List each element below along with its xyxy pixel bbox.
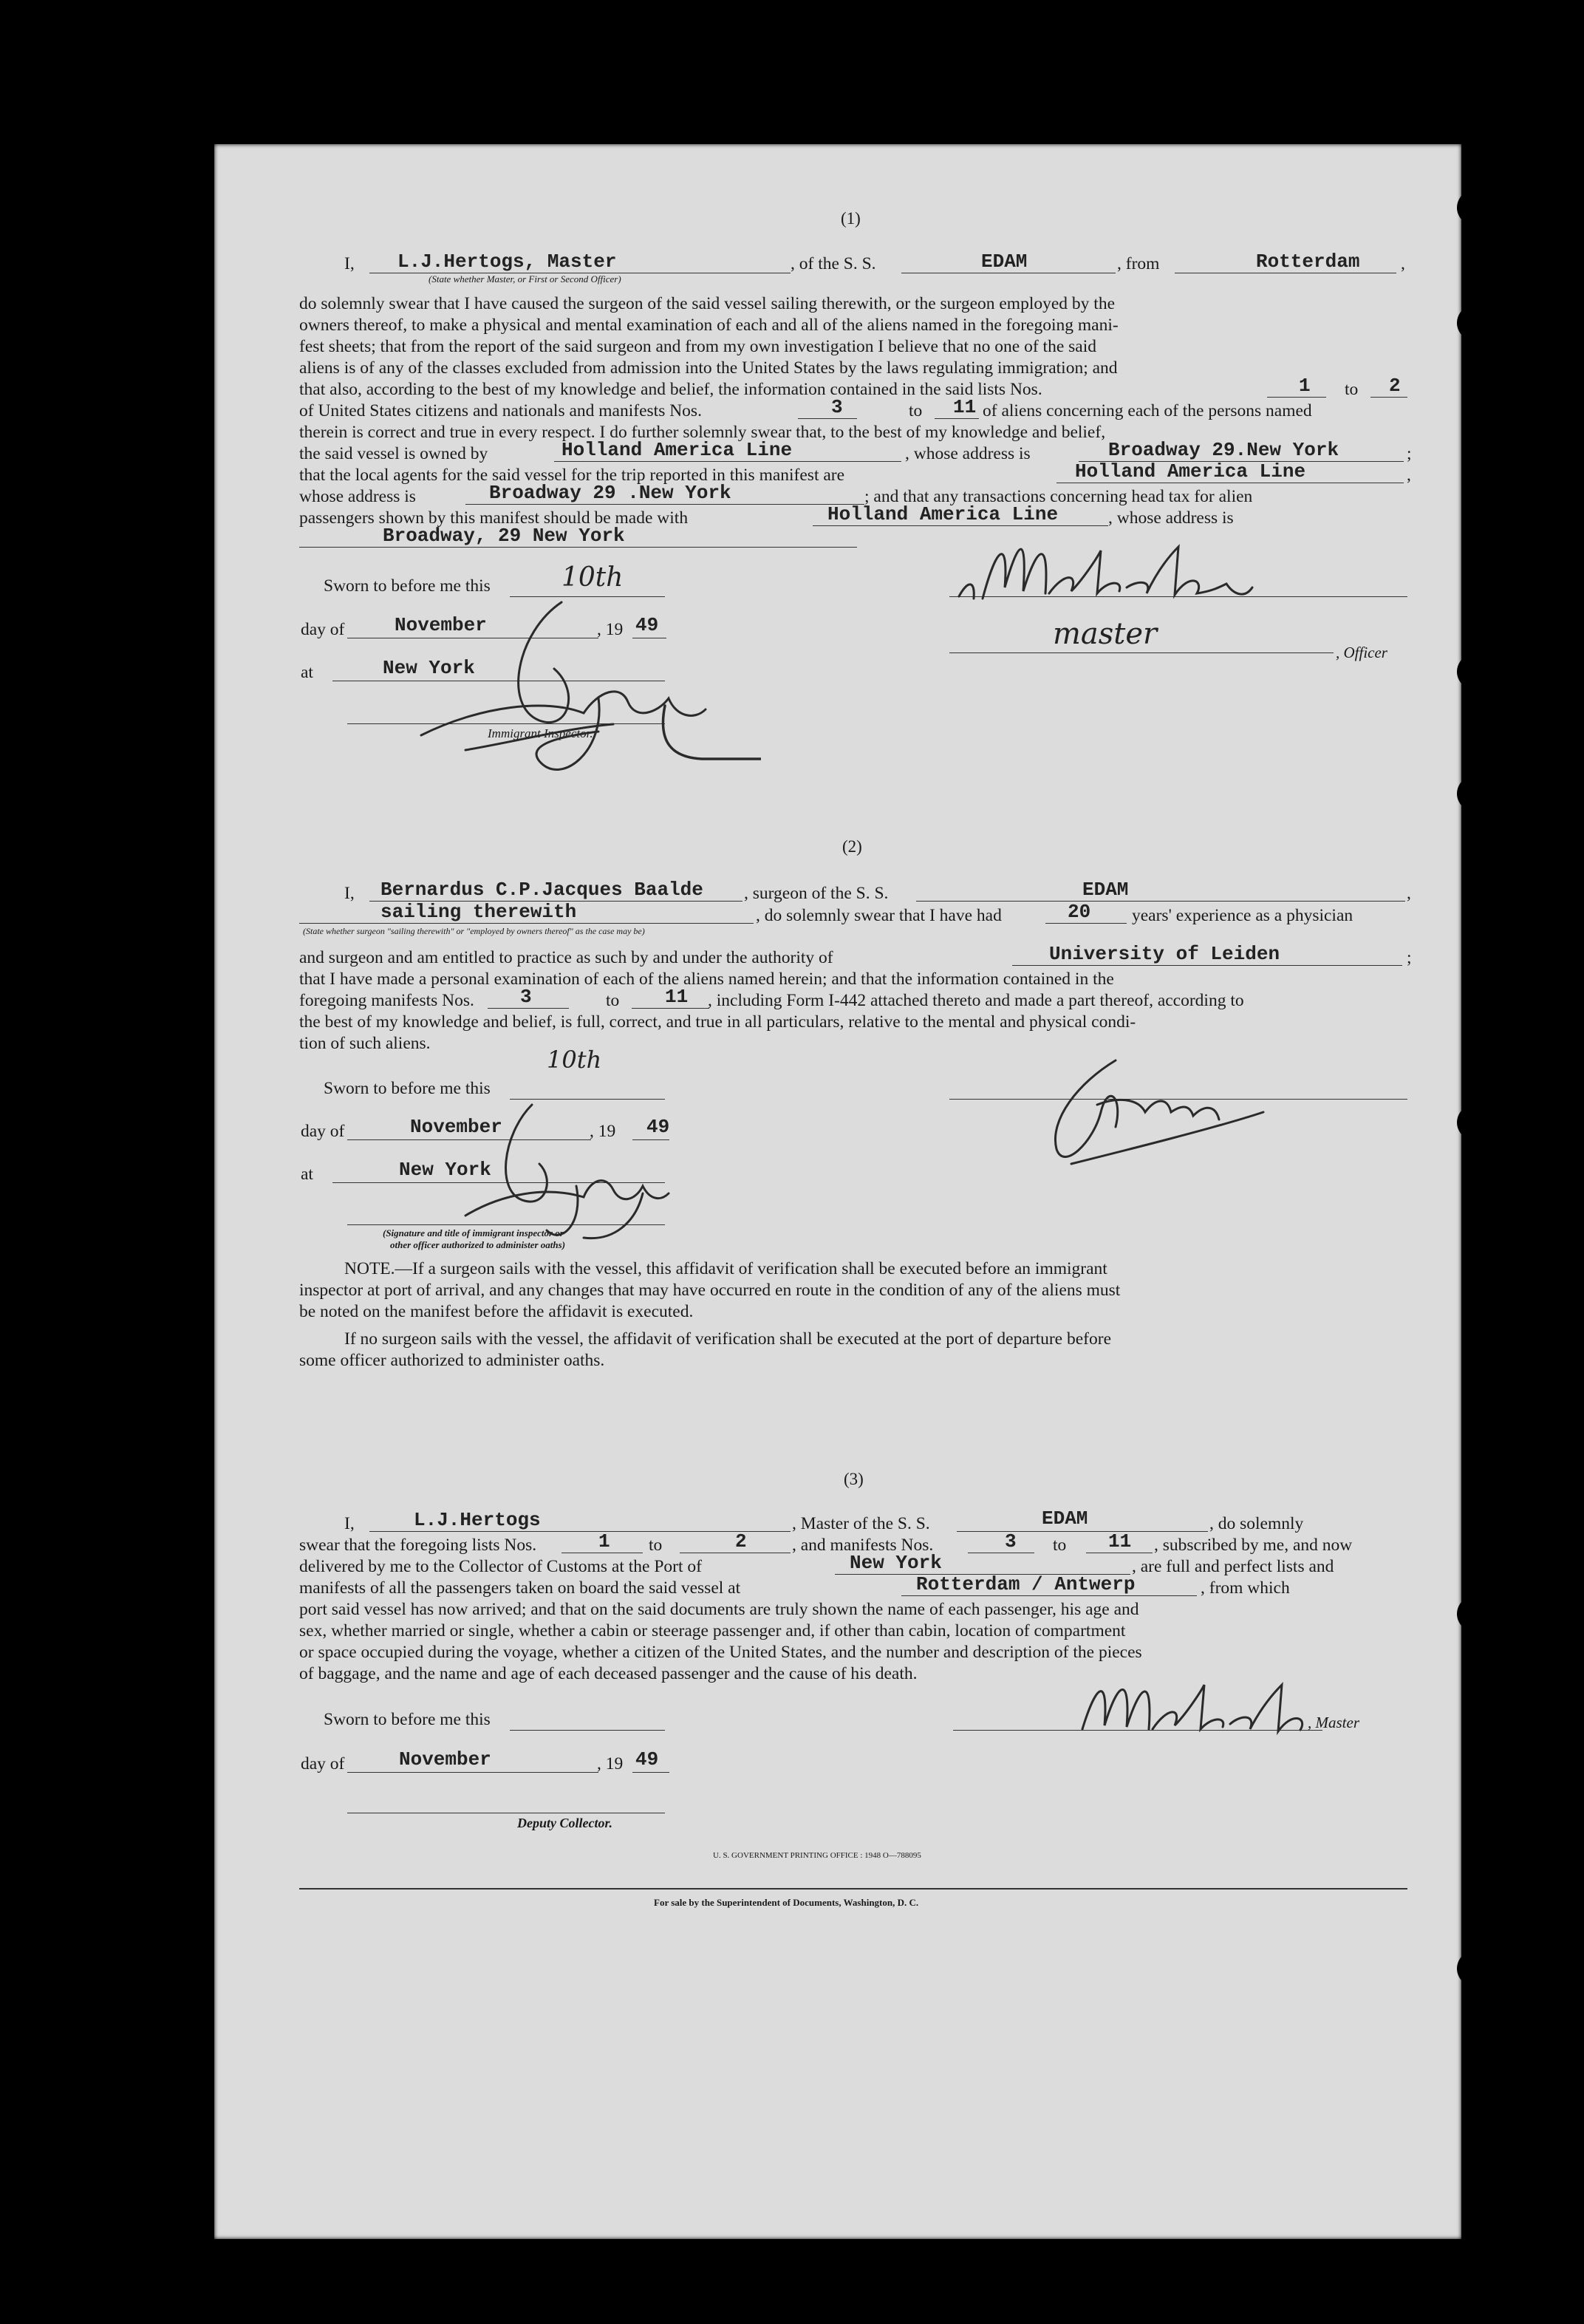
s3-ship: EDAM <box>1042 1507 1088 1530</box>
punch-hole <box>1457 190 1492 225</box>
s3-line2: swear that the foregoing lists Nos. <box>299 1536 537 1555</box>
s1-comma-2: , <box>1407 466 1411 485</box>
s2-ship-line <box>916 901 1405 902</box>
s2-to: to <box>606 991 620 1010</box>
s1-port: Rotterdam <box>1256 251 1360 273</box>
punch-hole <box>1457 1596 1492 1632</box>
s2-years-line <box>1045 923 1127 924</box>
s3-month-line <box>347 1772 598 1773</box>
s1-day-of: day of <box>301 620 345 639</box>
s1-year-prefix: , 19 <box>597 620 624 639</box>
s1-manifests-to-line <box>935 418 979 419</box>
s1-body-3: fest sheets; that from the report of the said surgeon and from my own investigation I believe that no one of the said <box>299 337 1096 356</box>
s1-lists-to-line <box>1370 397 1407 398</box>
s1-line11: passengers shown by this manifest should be made with <box>299 508 689 528</box>
s2-line6: the best of my knowledge and belief, is full, correct, and true in all particulars, relative to the mental and physical condi- <box>299 1012 1136 1032</box>
punch-hole <box>1457 654 1492 689</box>
s3-sworn-line <box>510 1730 665 1731</box>
s1-comma: , <box>1401 254 1405 273</box>
s1-at: at <box>301 663 313 682</box>
s1-master-handwritten: master <box>1053 617 1158 651</box>
s1-body-4: aliens is of any of the classes excluded from admission into the United States by the laws regulating immigration; and <box>299 358 1118 378</box>
footer-rule <box>299 1888 1407 1889</box>
s2-line5-post: , including Form I-442 attached thereto and made a part thereof, according to <box>708 991 1244 1010</box>
s3-port: New York <box>850 1552 942 1574</box>
punch-hole <box>1464 1443 1500 1479</box>
s1-line7: therein is correct and true in every respect. I do further solemnly swear that, to the best of my knowledge and belief, <box>299 423 1106 442</box>
s1-headtax-address: Broadway, 29 New York <box>383 525 625 547</box>
s2-manifests-from-line <box>488 1008 569 1009</box>
s1-place: New York <box>383 657 475 679</box>
s3-day-of: day of <box>301 1754 345 1773</box>
s3-sworn: Sworn to before me this <box>324 1710 491 1729</box>
manifest-page <box>214 144 1461 2239</box>
s2-signature-note-2: other officer authorized to administer oaths) <box>390 1239 566 1250</box>
s1-of-ss: , of the S. S. <box>791 254 876 273</box>
s2-status-post: , do solemnly swear that I have had <box>756 906 1002 925</box>
s1-from: , from <box>1117 254 1160 273</box>
s2-manifests-from: 3 <box>520 986 532 1008</box>
s2-of-ss: , surgeon of the S. S. <box>744 884 889 903</box>
s2-inspector-signature <box>436 1090 702 1253</box>
s1-officer-label: , Officer <box>1336 644 1387 661</box>
s2-sworn-day: 10th <box>547 1046 602 1074</box>
s1-agents-address: Broadway 29 .New York <box>489 482 731 504</box>
section-1-number: (1) <box>841 209 861 228</box>
s2-line3: and surgeon and am entitled to practice as such by and under the authority of <box>299 948 833 967</box>
s2-place: New York <box>399 1159 491 1181</box>
s1-ship: EDAM <box>981 251 1028 273</box>
s1-body-5: that also, according to the best of my knowledge and belief, the information contained in the said lists Nos. <box>299 380 1042 399</box>
s3-year-line <box>632 1772 669 1773</box>
s3-year: 49 <box>635 1748 659 1771</box>
s2-authority-line <box>1012 965 1402 966</box>
s2-month: November <box>410 1116 502 1138</box>
s3-manifests-from: 3 <box>1005 1530 1017 1553</box>
s1-name: L.J.Hertogs, Master <box>397 251 617 273</box>
s1-line10-post: ; and that any transactions concerning head tax for alien <box>864 487 1253 506</box>
s2-status-note: (State whether surgeon "sailing therewith" or "employed by owners thereof" as the case may be) <box>303 926 645 936</box>
s1-to: to <box>1345 380 1359 399</box>
s2-at: at <box>301 1165 313 1184</box>
s2-note-2: inspector at port of arrival, and any changes that may have occurred en route in the condition of any of the aliens must <box>299 1281 1121 1300</box>
s1-line11-post: , whose address is <box>1108 508 1234 528</box>
punch-hole <box>1474 333 1509 368</box>
s1-line8: the said vessel is owned by <box>299 444 488 463</box>
s3-name: L.J.Hertogs <box>414 1509 541 1531</box>
s3-body-4: of baggage, and the name and age of each deceased passenger and the cause of his death. <box>299 1664 918 1683</box>
for-sale-note: For sale by the Superintendent of Documents, Washington, D. C. <box>654 1897 919 1908</box>
s3-i: I, <box>344 1514 355 1533</box>
s1-lists-from-line <box>1267 397 1326 398</box>
s1-manifests-from: 3 <box>831 396 843 418</box>
s2-note-1: NOTE.—If a surgeon sails with the vessel, this affidavit of verification shall be executed before an immigrant <box>344 1259 1107 1278</box>
s3-manifests-to: 11 <box>1108 1530 1132 1553</box>
s2-sworn: Sworn to before me this <box>324 1079 491 1098</box>
s2-manifests-to-line <box>632 1008 709 1009</box>
s1-line8-mid: , whose address is <box>905 444 1031 463</box>
s1-sworn-day: 10th <box>561 562 624 593</box>
s3-to: to <box>649 1536 663 1555</box>
s3-year-prefix: , 19 <box>597 1754 624 1773</box>
section-3-number: (3) <box>844 1470 864 1488</box>
s2-years-post: years' experience as a physician <box>1132 906 1353 925</box>
s3-line3-post: , are full and perfect lists and <box>1132 1557 1334 1576</box>
s2-line7: tion of such aliens. <box>299 1034 431 1053</box>
s3-collector-label: Deputy Collector. <box>517 1816 612 1830</box>
s1-headtax-address-line <box>299 547 857 548</box>
s2-year-prefix: , 19 <box>590 1122 616 1141</box>
printing-office-note: U. S. GOVERNMENT PRINTING OFFICE : 1948 O—788095 <box>713 1851 921 1860</box>
s1-master-signature <box>953 528 1337 617</box>
s1-line6: of United States citizens and nationals and manifests Nos. <box>299 401 702 420</box>
s2-comma: , <box>1407 884 1411 903</box>
s1-inspector-label: Immigrant Inspector. <box>488 726 593 740</box>
s1-to-2: to <box>909 401 923 420</box>
s2-manifests-to: 11 <box>665 986 689 1008</box>
punch-hole <box>1457 1105 1492 1140</box>
s2-signature-note-1: (Signature and title of immigrant inspector or <box>383 1227 564 1238</box>
s3-to-2: to <box>1053 1536 1067 1555</box>
section-2-number: (2) <box>842 837 862 856</box>
s3-master-label: , Master <box>1308 1714 1359 1731</box>
s1-year: 49 <box>635 614 659 636</box>
s3-month: November <box>399 1748 491 1771</box>
s1-manifests-to: 11 <box>953 396 977 418</box>
s1-officer-note: (State whether Master, or First or Second Officer) <box>429 273 621 284</box>
s3-of-ss: , Master of the S. S. <box>792 1514 930 1533</box>
s2-i: I, <box>344 884 355 903</box>
s1-headtax-party-line <box>813 525 1108 526</box>
s1-manifests-from-line <box>798 418 857 419</box>
punch-hole <box>1457 1951 1492 1986</box>
s3-line1-post: , do solemnly <box>1209 1514 1304 1533</box>
s2-name: Bernardus C.P.Jacques Baalde <box>380 879 703 901</box>
s1-owner-address: Broadway 29.New York <box>1108 439 1339 461</box>
punch-hole <box>1474 1851 1509 1887</box>
s1-headtax-party: Holland America Line <box>827 503 1059 525</box>
s3-line3: delivered by me to the Collector of Customs at the Port of <box>299 1557 702 1576</box>
s2-note-4: If no surgeon sails with the vessel, the affidavit of verification shall be executed at the port of departure before <box>344 1329 1111 1349</box>
s1-body-2: owners thereof, to make a physical and mental examination of each and all of the aliens named in the foregoing mani- <box>299 316 1119 335</box>
s2-years: 20 <box>1068 901 1091 923</box>
s2-line5: foregoing manifests Nos. <box>299 991 474 1010</box>
s1-sworn: Sworn to before me this <box>324 576 491 596</box>
s1-i: I, <box>344 254 355 273</box>
s1-owner-line <box>554 461 901 462</box>
s1-semicolon: ; <box>1407 444 1412 463</box>
s3-master-signature <box>1079 1666 1330 1740</box>
s3-body-3: or space occupied during the voyage, whether a citizen of the United States, and the number and description of the pieces <box>299 1643 1142 1662</box>
s1-officer-line <box>949 652 1334 653</box>
s3-lists-to: 2 <box>735 1530 747 1553</box>
s2-status-line <box>299 923 754 924</box>
s3-ship-line <box>957 1531 1208 1532</box>
s3-departure: Rotterdam / Antwerp <box>916 1573 1136 1595</box>
s1-agents-address-line <box>465 504 864 505</box>
s1-month: November <box>395 614 487 636</box>
s3-body-2: sex, whether married or single, whether a cabin or steerage passenger and, if other than cabin, location of compartment <box>299 1621 1126 1640</box>
s2-year: 49 <box>646 1116 670 1138</box>
s1-body-1: do solemnly swear that I have caused the surgeon of the said vessel sailing therewith, or the surgeon employed by the <box>299 294 1116 313</box>
s3-line4-post: , from which <box>1201 1578 1290 1598</box>
s1-agents: Holland America Line <box>1075 460 1306 483</box>
s3-name-line <box>369 1531 791 1532</box>
s2-status: sailing therewith <box>380 901 577 923</box>
s3-body-1: port said vessel has now arrived; and that on the said documents are truly shown the name of each passenger, his age and <box>299 1600 1139 1619</box>
s2-authority: University of Leiden <box>1049 943 1280 965</box>
punch-hole <box>1457 776 1492 811</box>
s1-line10: whose address is <box>299 487 416 506</box>
s3-line2-post: , subscribed by me, and now <box>1154 1536 1353 1555</box>
s2-semicolon: ; <box>1407 948 1412 967</box>
s2-line4: that I have made a personal examination of each of the aliens named herein; and that the information contained in the <box>299 970 1114 989</box>
s3-lists-from: 1 <box>598 1530 610 1553</box>
s3-departure-line <box>901 1595 1197 1596</box>
s1-line9: that the local agents for the said vessel for the trip reported in this manifest are <box>299 466 845 485</box>
s1-line6-post: of aliens concerning each of the persons named <box>983 401 1312 420</box>
s1-owner: Holland America Line <box>561 439 793 461</box>
s3-line2-mid: , and manifests Nos. <box>792 1536 934 1555</box>
s1-lists-to: 2 <box>1389 375 1401 397</box>
s3-line4: manifests of all the passengers taken on board the said vessel at <box>299 1578 741 1598</box>
s2-note-3: be noted on the manifest before the affidavit is executed. <box>299 1302 694 1321</box>
s2-day-of: day of <box>301 1122 345 1141</box>
s2-surgeon-signature <box>1027 1053 1308 1171</box>
s2-ship: EDAM <box>1082 879 1129 901</box>
s2-note-5: some officer authorized to administer oaths. <box>299 1351 605 1370</box>
s1-inspector-signature <box>377 573 761 780</box>
s1-lists-from: 1 <box>1299 375 1311 397</box>
